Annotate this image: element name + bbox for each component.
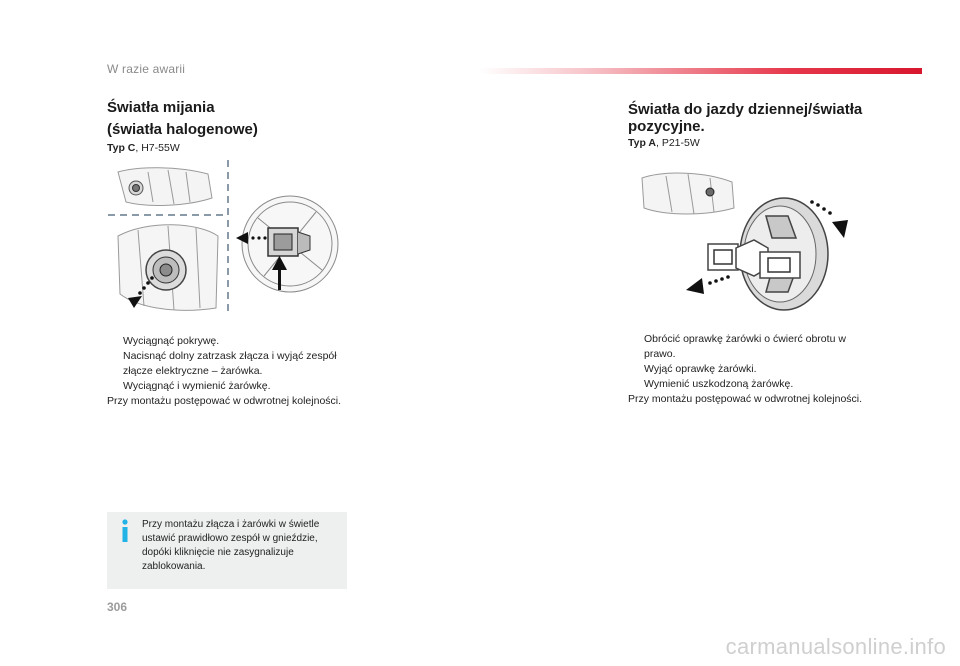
info-text: Przy montażu złącza i żarówki w świetle ustawić prawidłowo zespół w gnieździe, dopóki kliknięcie nie zasygnalizuje zablokowania. [142, 519, 320, 572]
list-item: Obrócić oprawkę żarówki o ćwierć obrotu w prawo. [644, 333, 846, 360]
left-steps [107, 334, 347, 409]
right-note: Przy montażu postępować w odwrotnej kolejności. [628, 393, 863, 405]
watermark: carmanualsonline.info [725, 634, 946, 659]
right-type-value: , P21-5W [656, 137, 700, 149]
list-item: Nacisnąć dolny zatrzask złącza i wyjąć zespół złącze elektryczne – żarówka. [123, 350, 337, 377]
list-item: Wyciągnąć pokrywę. [123, 335, 220, 347]
list-item: Wyjąć oprawkę żarówki. [644, 363, 757, 375]
header-accent-bar [480, 68, 922, 74]
left-type-label: Typ C [107, 142, 136, 154]
daytime-light-illustration [636, 168, 856, 313]
left-type-value: , H7-55W [135, 142, 180, 154]
left-title-line2: (światła halogenowe) [107, 121, 258, 138]
left-bulb-type [107, 142, 180, 154]
right-title-line2: pozycyjne. [628, 118, 705, 135]
info-icon [119, 519, 133, 543]
left-title-line1: Światła mijania [107, 99, 215, 116]
right-title-line1: Światła do jazdy dziennej/światła [628, 101, 863, 118]
left-note: Przy montażu postępować w odwrotnej kolejności. [107, 395, 342, 407]
section-title: W razie awarii [107, 62, 186, 76]
left-title [107, 97, 337, 141]
right-type-label: Typ A [628, 137, 656, 149]
list-item: Wyciągnąć i wymienić żarówkę. [123, 380, 271, 392]
info-box [107, 512, 347, 589]
list-item: Wymienić uszkodzoną żarówkę. [644, 378, 794, 390]
right-steps [628, 332, 873, 407]
right-bulb-type [628, 137, 700, 149]
right-title [628, 101, 888, 135]
page-number: 306 [107, 600, 128, 614]
low-beam-illustration [108, 158, 343, 318]
